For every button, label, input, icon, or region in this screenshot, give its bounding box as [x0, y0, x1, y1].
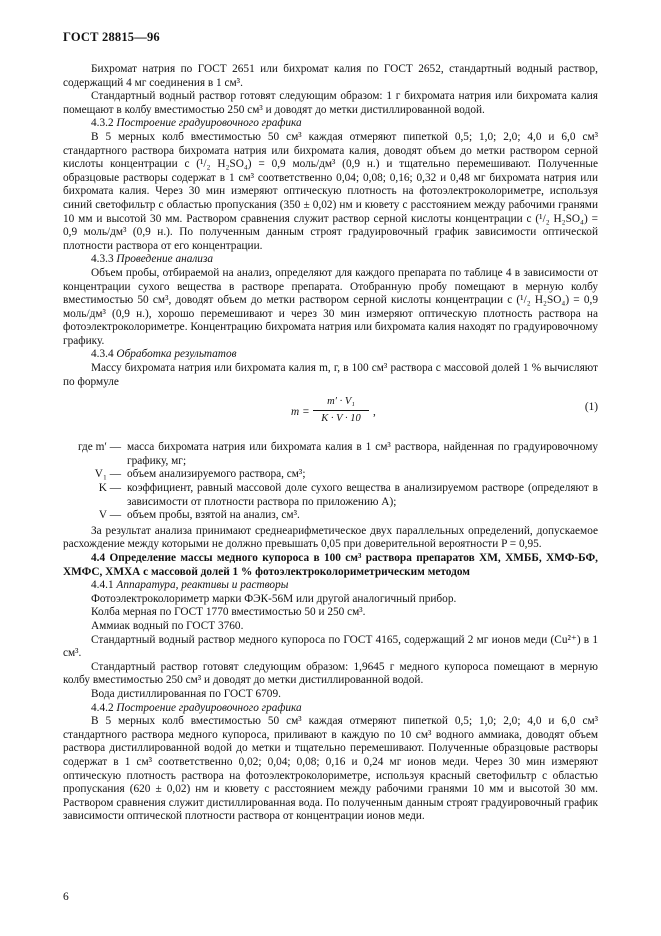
section-title: Аппаратура, реактивы и растворы [116, 579, 289, 592]
definitions-list [63, 441, 598, 523]
definition-item [63, 482, 598, 509]
section-number: 4.3.3 [91, 253, 114, 266]
section-title: Проведение анализа [116, 253, 214, 266]
paragraph: Стандартный водный раствор готовят следующим образом: 1 г бихромата натрия или бихромата калия помещают в колбу вместимостью 250 см³ и доводят до метки дистиллированной водой. [63, 90, 598, 116]
formula-comma: , [373, 406, 376, 419]
paragraph: Аммиак водный по ГОСТ 3760. [91, 619, 244, 632]
paragraph: Вода дистиллированная по ГОСТ 6709. [91, 687, 281, 700]
definition-symbol: где m′ — [77, 441, 121, 454]
document-header: ГОСТ 28815—96 [63, 30, 160, 44]
definition-text: масса бихромата натрия или бихромата калия в 1 см³ раствора, найденная по градуировочному графику, мг; [127, 441, 598, 467]
section-number: 4.3.4 [91, 348, 114, 361]
formula-denominator: K · V · 10 [321, 412, 361, 424]
subsection-heading [63, 253, 598, 267]
definition-text: объем пробы, взятой на анализ, см³. [127, 509, 300, 522]
definition-item [63, 468, 598, 482]
section-title: Построение градуировочного графика [116, 701, 302, 714]
definition-item [63, 441, 598, 468]
definition-symbol: V — [98, 509, 121, 522]
paragraph: Стандартный водный раствор медного купороса по ГОСТ 4165, содержащий 2 мг ионов меди (Cu²⁺) в 1 см³. [63, 633, 598, 660]
formula-fraction [313, 395, 369, 425]
paragraph: Бихромат натрия по ГОСТ 2651 или бихромат калия по ГОСТ 2652, стандартный водный раствор, содержащий 4 мг соединения в 1 см³. [63, 63, 598, 89]
section-title: Построение градуировочного графика [116, 117, 302, 130]
paragraph: Фотоэлектроколориметр марки ФЭК-56М или другой аналогичный прибор. [91, 592, 457, 605]
definition-item [63, 509, 598, 523]
fraction-bar [313, 410, 369, 411]
section-number: 4.4.1 [91, 579, 114, 592]
paragraph: Колба мерная по ГОСТ 1770 вместимостью 50 и 250 см³. [91, 606, 366, 619]
document-body [63, 63, 598, 824]
section-number: 4.3.2 [91, 117, 114, 130]
subsection-heading [63, 117, 598, 131]
formula-lhs: m = [291, 406, 310, 419]
paragraph: Объем пробы, отбираемой на анализ, определяют для каждого препарата по таблице 4 в зависимости от концентрации сухого вещества в растворе препарата. Отобранную пробу помещают в мерную колбу вместимостью 50 см³, доводят объем до метки раствором серной кислоты концентрации c (¹/₂ H₂SO₄) = 0,9 моль/дм³ (0,9 н.), хорошо перемешивают и через 30 мин измеряют оптическую плотность раствора на фотоэлектроколориметре. Концентрацию бихромата натрия или бихромата калия находят по градуировочному графику. [63, 266, 598, 347]
section-title: Обработка результатов [116, 348, 237, 361]
paragraph: Массу бихромата натрия или бихромата калия m, г, в 100 см³ раствора с массовой долей 1 % вычисляют по формуле [63, 362, 598, 388]
subsection-heading [63, 348, 598, 362]
definition-text: коэффициент, равный массовой доле сухого вещества в анализируемом растворе (определяют в зависимости от плотности раствора по приложению А); [127, 482, 598, 508]
subsection-heading [63, 702, 598, 716]
page-number: 6 [63, 891, 69, 903]
section-heading: 4.4 Определение массы медного купороса в 100 см³ раствора препаратов ХМ, ХМББ, ХМФ-БФ, ХМФС, ХМХА с массовой долей 1 % фотоэлектроколориметрическим методом [63, 552, 598, 578]
paragraph: За результат анализа принимают среднеарифметическое двух параллельных определений, допускаемое расхождение между которыми не должно превышать 0,05 при доверительной вероятности P = 0,95. [63, 524, 598, 551]
definition-symbol: K — [98, 482, 121, 495]
definition-text: объем анализируемого раствора, см³; [127, 468, 306, 481]
formula-number: (1) [584, 401, 598, 414]
paragraph: Стандартный раствор готовят следующим образом: 1,9645 г медного купороса помещают в мерную колбу вместимостью 250 см³ и доводят до метки дистиллированной водой. [63, 660, 598, 687]
section-number: 4.4.2 [91, 701, 114, 714]
paragraph: В 5 мерных колб вместимостью 50 см³ каждая отмеряют пипеткой 0,5; 1,0; 2,0; 4,0 и 6,0 см³ стандартного раствора медного купороса, приливают в каждую по 10 см³ водного аммиака, доводят объем раствора дистиллированной водой до метки и тщательно перемешивают. Полученные образцовые растворы содержат в 1 см³ соответственно 0,02; 0,04; 0,08; 0,16 и 0,24 мг ионов меди. Через 30 мин измеряют оптическую плотность раствора на фотоэлектроколориметре, используя красный светофильтр с областью пропускания (620 ± 0,02) нм и кювету с расстоянием между рабочими гранями 10 мм и высотой 30 мм. Раствором сравнения служит дистиллированная вода. По полученным данным строят градуировочный график зависимости оптической плотности раствора от концентрации ионов меди. [63, 715, 598, 823]
definition-symbol: V₁ — [94, 468, 121, 481]
paragraph: В 5 мерных колб вместимостью 50 см³ каждая отмеряют пипеткой 0,5; 1,0; 2,0; 4,0 и 6,0 см³ стандартного раствора бихромата натрия или бихромата калия, доводят объем до метки раствором серной кислоты концентрации c (¹/₂ H₂SO₄) = 0,9 моль/дм³ (0,9 н.) и тщательно перемешивают. Полученные образцовые растворы содержат в 1 см³ соответственно 0,04; 0,08; 0,16; 0,32 и 0,48 мг бихромата натрия или бихромата калия. Через 30 мин измеряют оптическую плотность на фотоэлектроколориметре, используя синий светофильтр с областью пропускания (350 ± 0,02) нм и кювету с расстоянием между рабочими гранями 10 мм и высотой 30 мм. Раствором сравнения служит раствор серной кислоты концентрации c (¹/₂ H₂SO₄) = 0,9 моль/дм³ (0,9 н.). По полученным данным строят градуировочный график зависимости оптической плотности раствора от его концентрации. [63, 130, 598, 252]
formula-numerator: m′ · V₁ [327, 396, 355, 408]
subsection-heading [63, 579, 598, 593]
formula [63, 393, 598, 435]
